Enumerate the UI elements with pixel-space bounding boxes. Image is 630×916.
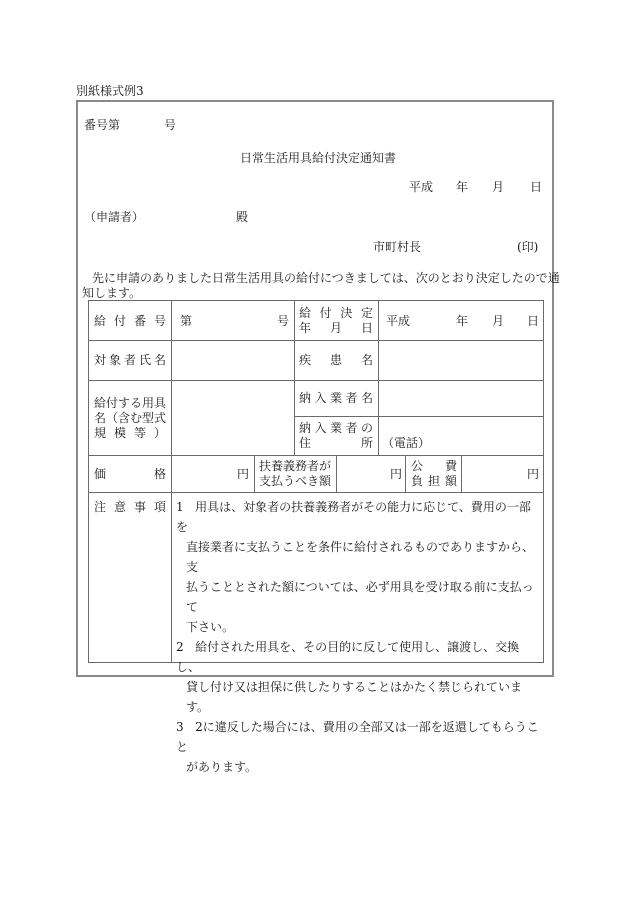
issue-date-year: 年 (456, 180, 469, 194)
intro-line-1: 先に申請のありました日常生活用具の給付につきましては、次のとおり決定したので通 (92, 271, 560, 285)
decision-date-era: 平成 (386, 314, 411, 328)
note-3: 3 2に違反した場合には、費用の全部又は一部を返還してもらうこと (176, 720, 539, 754)
phone-label: （電話） (382, 436, 431, 450)
document-number-suffix: 号 (164, 118, 177, 132)
public-burden-label-line1: 公 費 (411, 459, 457, 473)
supplier-address-label-line2: 住 所 (299, 436, 373, 450)
decision-date-month: 月 (492, 314, 505, 328)
public-burden-label-line2: 負 担 額 (411, 474, 457, 488)
public-burden-yen: 円 (527, 467, 540, 481)
device-label-line3: 規 模 等 ） (94, 426, 166, 440)
document-number-prefix: 番号第 (84, 118, 121, 132)
price-label: 価 格 (94, 467, 166, 481)
supplier-address-label-line1: 納 入 業 者 の (299, 421, 373, 435)
notes-label: 注 意 事 項 (94, 500, 166, 514)
issue-date-day: 日 (530, 180, 543, 194)
document-title: 日常生活用具給付決定通知書 (240, 151, 397, 165)
benefit-number-prefix: 第 (180, 314, 193, 328)
supplier-name-label: 納 入 業 者 名 (299, 391, 373, 405)
issue-date-era: 平成 (409, 180, 434, 194)
notes-list: 1 用具は、対象者の扶養義務者がその能力に応じて、費用の一部を 直接業者に支払うことを条件に給付されるものでありますから、支 払うこととされた額については、必ず用具を受け取る前に支払って 下さい。 2 給付された用具を、その目的に反して使用し、譲渡し、交換し、 貸し付け又は担保に供したりすることはかたく禁じられています。 3 2に違反した場合には、費用の全部又は一部を返還してもらうこと があります。 (176, 497, 542, 777)
applicant-label: （申請者） (84, 210, 145, 224)
device-label-line1: 給付する用具 (94, 396, 167, 410)
device-label-line2: 名（含む型式 (94, 411, 167, 425)
guardian-payment-label-line2: 支払うべき額 (259, 474, 332, 488)
guardian-payment-yen: 円 (390, 467, 403, 481)
price-yen: 円 (237, 467, 250, 481)
form-label: 別紙様式例3 (76, 84, 144, 98)
applicant-honorific: 殿 (236, 210, 249, 224)
note-1: 1 用具は、対象者の扶養義務者がその能力に応じて、費用の一部を (176, 500, 531, 534)
decision-date-year: 年 (456, 314, 469, 328)
disease-name-label: 疾 患 名 (299, 353, 373, 367)
guardian-payment-label-line1: 扶養義務者が (259, 459, 332, 473)
intro-line-2: 知します。 (82, 286, 142, 300)
issue-date-month: 月 (492, 180, 505, 194)
decision-date-day: 日 (527, 314, 540, 328)
decision-date-label-line1: 給 付 決 定 (299, 306, 373, 320)
note-2: 2 給付された用具を、その目的に反して使用し、譲渡し、交換し、 (176, 640, 520, 674)
issuer-title: 市町村長 (373, 240, 422, 254)
benefit-number-label: 給 付 番 号 (94, 314, 166, 328)
benefit-number-suffix: 号 (277, 314, 290, 328)
subject-name-label: 対 象 者 氏 名 (94, 353, 166, 367)
decision-date-label-line2: 年 月 日 (299, 321, 373, 335)
seal-mark: (印) (517, 240, 539, 254)
